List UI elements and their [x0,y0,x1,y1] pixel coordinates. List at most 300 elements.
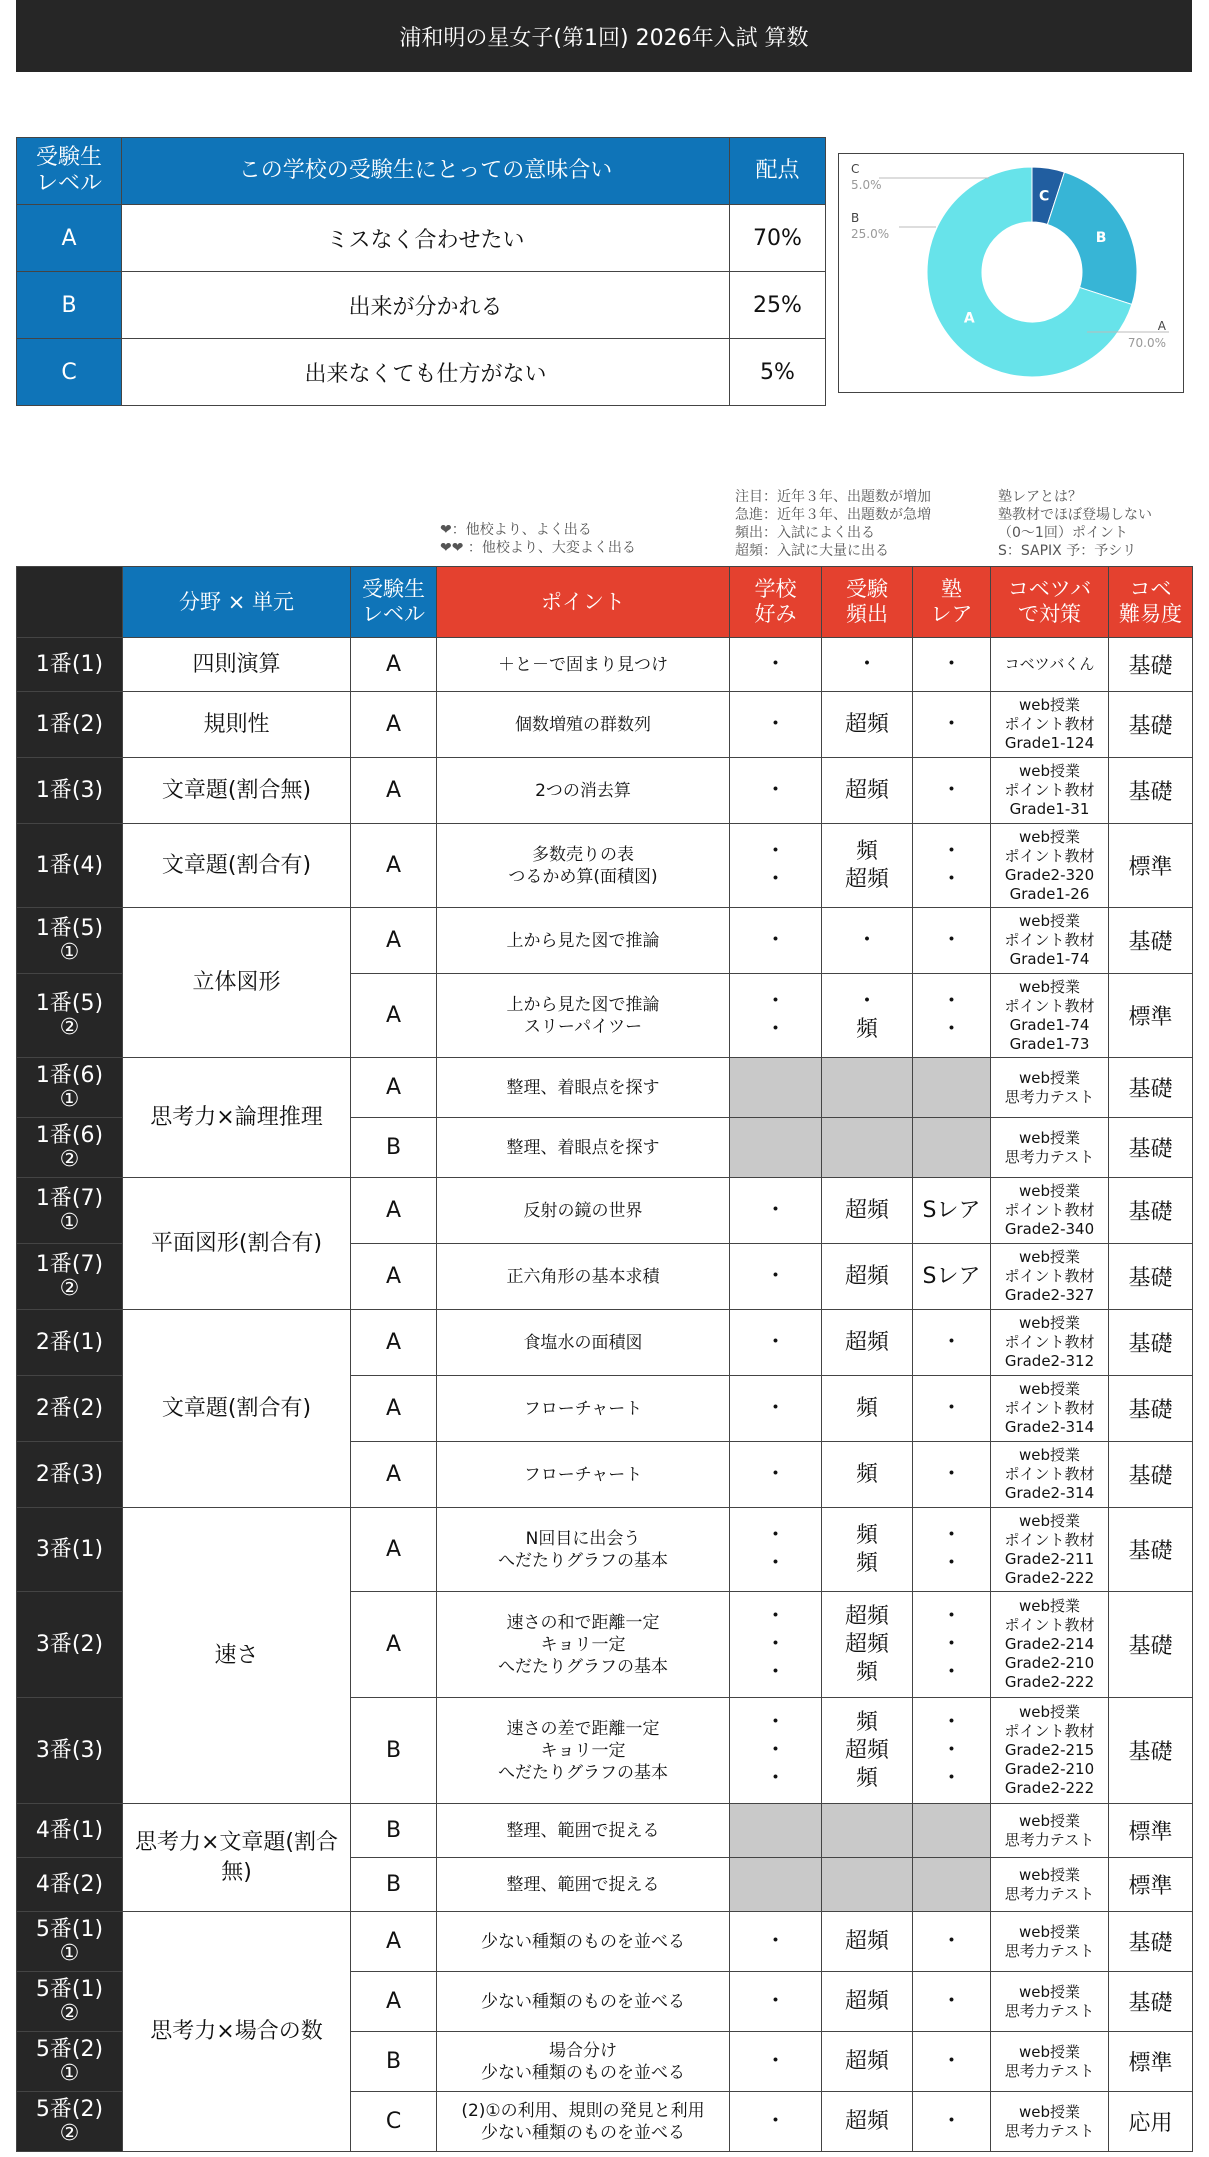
point-cell [437,1442,730,1508]
kobe-line: Grade2-314 [1004,1484,1095,1502]
freq-cell [822,758,913,824]
kobe-cell [991,1508,1109,1592]
question-number: 3番(2) [17,1592,123,1698]
school-mark: ・ [764,1709,787,1735]
kobe-cell [991,1376,1109,1442]
kobe-line: ポイント教材 [1004,1267,1095,1285]
school-mark: ・ [764,1395,787,1421]
freq-mark: 超頻 [844,2048,889,2074]
point-cell [437,1698,730,1804]
slice-label: B [1095,229,1107,246]
difficulty-cell: 基礎 [1109,1178,1193,1244]
point-line: 少ない種類のものを並べる [481,2062,685,2083]
question-row [17,1912,1193,1972]
field-cell: 文章題(割合有) [123,824,351,908]
kobe-line: コベツバくん [1004,655,1095,673]
freq-mark: 超頻 [844,1197,889,1223]
rare-cell [913,1442,991,1508]
level-cell: B [351,1804,437,1858]
level-cell: A [351,1310,437,1376]
field-cell: 四則演算 [123,638,351,692]
kobe-line: Grade1-31 [1009,800,1090,818]
point-line: つるかめ算(面積図) [508,866,658,887]
kobe-line: Grade2-327 [1004,1286,1095,1304]
rare-cell [913,1244,991,1310]
header-diff: コベ 難易度 [1109,567,1193,638]
difficulty-cell: 基礎 [1109,908,1193,974]
freq-cell [822,1804,913,1858]
freq-cell [822,1118,913,1178]
school-mark: ・ [764,1461,787,1487]
point-line: (2)①の利用、規則の発見と利用 [461,2100,705,2121]
callout-category: A [1157,319,1166,333]
question-number: 3番(1) [17,1508,123,1592]
kobe-line: 思考力テスト [1004,1941,1095,1960]
kobe-cell [991,1698,1109,1804]
field-cell: 思考力×論理推理 [123,1058,351,1178]
kobe-line: Grade2-320 [1004,865,1095,884]
point-line: スリーパイツー [523,1016,643,1037]
point-line: 上から見た図で推論 [506,930,660,951]
school-mark: ・ [764,1603,787,1629]
point-line: ＋と－で固まり見つけ [498,654,668,675]
kobe-cell [991,2092,1109,2152]
kobe-cell [991,974,1109,1058]
difficulty-cell: 基礎 [1109,1376,1193,1442]
donut-svg [839,154,1183,392]
rare-mark: ・ [940,988,963,1014]
kobe-line: ポイント教材 [1004,931,1095,949]
question-number: 2番(2) [17,1376,123,1442]
level-cell: A [351,1912,437,1972]
meaning-cell: 出来なくても仕方がない [122,339,730,406]
freq-mark: 超頻 [844,1329,889,1355]
point-line: フローチャート [523,1398,643,1419]
header-rare: 塾 レア [913,567,991,638]
question-number: 5番(1) ② [17,1972,123,2032]
slice-label: A [963,310,975,327]
rare-cell [913,1912,991,1972]
point-line: 速さの差で距離一定 [506,1718,660,1739]
question-row [17,824,1193,908]
kobe-cell [991,1912,1109,1972]
question-row [17,692,1193,758]
field-cell: 平面図形(割合有) [123,1178,351,1310]
point-line: 速さの和で距離一定 [506,1612,660,1633]
level-cell: B [351,1858,437,1912]
kobe-line: web授業 [1018,1865,1081,1884]
point-cell [437,1972,730,2032]
kobe-line: 思考力テスト [1004,1147,1095,1166]
school-mark: ・ [764,1737,787,1763]
question-row [17,758,1193,824]
kobe-line: 思考力テスト [1004,1087,1095,1106]
kobe-line: web授業 [1018,1982,1081,2001]
freq-cell [822,1858,913,1912]
kobe-cell [991,1592,1109,1698]
rare-cell [913,1178,991,1244]
question-number: 1番(3) [17,758,123,824]
kobe-cell [991,824,1109,908]
rare-mark: ・ [940,777,963,803]
school-mark: ・ [764,988,787,1014]
header-kobe: コベツバ で対策 [991,567,1109,638]
school-cell [730,638,822,692]
school-mark: ・ [764,2108,787,2134]
point-cell [437,908,730,974]
field-cell: 思考力×場合の数 [123,1912,351,2152]
header-school: 学校 好み [730,567,822,638]
school-mark: ・ [764,1659,787,1685]
page-title: 浦和明の星女子(第1回) 2026年入試 算数 [16,0,1192,72]
point-line: 少ない種類のものを並べる [481,1991,685,2012]
point-cell [437,1858,730,1912]
freq-mark: 頻 [855,1522,878,1548]
note-line: 急進：近年３年、出題数が急増 [735,507,931,523]
difficulty-cell: 基礎 [1109,1972,1193,2032]
kobe-line: ポイント教材 [1004,715,1095,733]
freq-cell [822,692,913,758]
kobe-line: Grade2-215 [1004,1741,1095,1759]
point-line: 食塩水の面積図 [523,1332,643,1353]
callout-value: 5.0% [851,178,882,192]
point-cell [437,974,730,1058]
rare-mark: ・ [940,2108,963,2134]
difficulty-cell: 基礎 [1109,1058,1193,1118]
point-line: 多数売りの表 [532,844,634,865]
kobe-cell [991,1118,1109,1178]
rare-cell [913,1058,991,1118]
header-point: ポイント [437,567,730,638]
difficulty-cell: 標準 [1109,974,1193,1058]
kobe-line: Grade2-211 [1004,1549,1095,1568]
kobe-line: web授業 [1018,1922,1081,1941]
freq-mark: 超頻 [844,1928,889,1954]
school-mark: ・ [764,1329,787,1355]
difficulty-cell: 基礎 [1109,758,1193,824]
school-cell [730,1442,822,1508]
freq-cell [822,2092,913,2152]
freq-mark: 超頻 [844,2108,889,2134]
rare-mark: Sレア [922,1263,981,1289]
point-cell [437,824,730,908]
freq-cell [822,1508,913,1592]
point-cell [437,1508,730,1592]
point-cell [437,1118,730,1178]
question-number: 1番(4) [17,824,123,908]
note-line: （0～1回）ポイント [998,525,1128,541]
kobe-line: Grade1-74 [1009,950,1090,968]
note-line: ❤：他校より、よく出る [440,522,592,538]
question-row [17,908,1193,974]
freq-mark: 超頻 [844,1603,889,1629]
point-line: 整理、着眼点を探す [506,1137,660,1158]
freq-cell [822,1244,913,1310]
freq-mark: 頻 [855,1659,878,1685]
freq-mark: 頻 [855,1461,878,1487]
difficulty-cell: 基礎 [1109,1310,1193,1376]
point-cell [437,2092,730,2152]
kobe-line: ポイント教材 [1004,996,1095,1015]
question-row [17,1058,1193,1118]
kobe-line: web授業 [1018,1314,1081,1332]
rare-mark: ・ [940,651,963,677]
question-number: 1番(6) ① [17,1058,123,1118]
difficulty-cell: 基礎 [1109,638,1193,692]
kobe-cell [991,908,1109,974]
kobe-line: web授業 [1018,1128,1081,1147]
rare-mark: ・ [940,1395,963,1421]
freq-cell [822,2032,913,2092]
level-cell: B [351,1698,437,1804]
level-cell: A [351,1058,437,1118]
question-row [17,1508,1193,1592]
freq-cell [822,1698,913,1804]
note-line: ❤❤ ：他校より、大変よく出る [440,540,636,556]
level-donut-chart [838,153,1184,393]
freq-cell [822,1442,913,1508]
meaning-cell: 出来が分かれる [122,272,730,339]
freq-cell [822,908,913,974]
level-cell: B [351,2032,437,2092]
point-line: 正六角形の基本求積 [506,1266,660,1287]
point-cell [437,1058,730,1118]
freq-mark: 頻 [855,1395,878,1421]
freq-cell [822,1912,913,1972]
school-mark: ・ [764,1522,787,1548]
question-number: 1番(7) ① [17,1178,123,1244]
slice-label: C [1038,188,1050,205]
school-mark: ・ [764,866,787,892]
question-number: 3番(3) [17,1698,123,1804]
points-cell: 5% [730,339,826,406]
kobe-line: web授業 [1018,1248,1081,1266]
kobe-line: web授業 [1018,1811,1081,1830]
difficulty-cell: 基礎 [1109,692,1193,758]
kobe-line: web授業 [1018,696,1081,714]
freq-cell [822,974,913,1058]
freq-cell [822,1376,913,1442]
point-cell [437,1592,730,1698]
school-cell [730,1592,822,1698]
rare-cell [913,638,991,692]
kobe-line: Grade2-222 [1004,1568,1095,1587]
callout-value: 25.0% [851,227,890,241]
school-mark: ・ [764,711,787,737]
rare-notes [998,488,1152,560]
kobe-line: web授業 [1018,912,1081,930]
kobe-line: Grade2-210 [1004,1760,1095,1778]
question-number: 1番(6) ② [17,1118,123,1178]
point-line: 整理、範囲で捉える [506,1874,660,1895]
point-line: 個数増殖の群数列 [515,714,651,735]
callout-category: B [851,211,860,225]
question-number: 2番(3) [17,1442,123,1508]
rare-mark: Sレア [922,1197,981,1223]
freq-mark: ・ [855,988,878,1014]
rare-cell [913,758,991,824]
freq-mark: 超頻 [844,1988,889,2014]
school-mark: ・ [764,651,787,677]
freq-cell [822,1592,913,1698]
meaning-cell: ミスなく合わせたい [122,205,730,272]
point-cell [437,1912,730,1972]
point-line: キョリ一定 [540,1740,626,1761]
kobe-line: Grade2-314 [1004,1418,1095,1436]
question-number: 5番(1) ① [17,1912,123,1972]
field-cell: 速さ [123,1508,351,1804]
kobe-line: ポイント教材 [1004,1201,1095,1219]
school-cell [730,824,822,908]
kobe-line: Grade2-210 [1004,1654,1095,1672]
point-cell [437,2032,730,2092]
kobe-line: web授業 [1018,977,1081,996]
question-number: 4番(2) [17,1858,123,1912]
difficulty-cell: 標準 [1109,1804,1193,1858]
point-cell [437,692,730,758]
callout-value: 70.0% [1127,336,1166,350]
school-cell [730,1310,822,1376]
field-cell: 思考力×文章題(割合無) [123,1804,351,1912]
school-cell [730,1178,822,1244]
rare-cell [913,908,991,974]
field-cell: 規則性 [123,692,351,758]
rare-mark: ・ [940,1928,963,1954]
freq-mark: 頻 [855,1016,878,1042]
heart-notes [440,521,636,557]
kobe-line: web授業 [1018,2102,1081,2121]
donut-slice-B [1047,172,1137,304]
kobe-cell [991,1244,1109,1310]
question-row [17,1804,1193,1858]
point-line: フローチャート [523,1464,643,1485]
kobe-line: ポイント教材 [1004,1530,1095,1549]
point-cell [437,1310,730,1376]
kobe-line: 思考力テスト [1004,2001,1095,2020]
kobe-cell [991,1804,1109,1858]
level-cell: A [351,908,437,974]
school-cell [730,1698,822,1804]
level-table-header: 受験生 レベル [17,138,122,205]
school-mark: ・ [764,927,787,953]
note-line: 塾レアとは？ [998,489,1082,505]
school-cell [730,1508,822,1592]
point-line: へだたりグラフの基本 [498,1656,668,1677]
callout-category: C [851,162,860,176]
point-cell [437,1244,730,1310]
kobe-cell [991,758,1109,824]
freq-cell [822,1310,913,1376]
rare-cell [913,824,991,908]
level-cell: A [351,1972,437,2032]
kobe-cell [991,638,1109,692]
rare-mark: ・ [940,1550,963,1576]
freq-mark: 超頻 [844,777,889,803]
rare-cell [913,1118,991,1178]
kobe-line: web授業 [1018,2042,1081,2061]
difficulty-cell: 基礎 [1109,1442,1193,1508]
point-cell [437,1376,730,1442]
kobe-line: Grade2-340 [1004,1220,1095,1238]
point-line: へだたりグラフの基本 [498,1762,668,1783]
question-number: 1番(5) ② [17,974,123,1058]
point-line: 2つの消去算 [535,780,631,801]
school-cell [730,1912,822,1972]
freq-cell [822,1178,913,1244]
rare-mark: ・ [940,1631,963,1657]
school-cell [730,2092,822,2152]
kobe-line: ポイント教材 [1004,781,1095,799]
rare-mark: ・ [940,838,963,864]
difficulty-cell: 基礎 [1109,1244,1193,1310]
school-cell [730,692,822,758]
field-cell: 文章題(割合有) [123,1310,351,1508]
kobe-line: ポイント教材 [1004,1333,1095,1351]
freq-cell [822,638,913,692]
rare-cell [913,2032,991,2092]
rare-mark: ・ [940,866,963,892]
rare-cell [913,974,991,1058]
rare-cell [913,1592,991,1698]
level-table-row [17,205,826,272]
level-cell: A [351,758,437,824]
question-number: 2番(1) [17,1310,123,1376]
kobe-line: Grade1-73 [1009,1034,1090,1053]
point-line: 少ない種類のものを並べる [481,1931,685,1952]
kobe-line: web授業 [1018,1597,1081,1615]
school-mark: ・ [764,777,787,803]
freq-mark: 超頻 [844,1263,889,1289]
difficulty-cell: 基礎 [1109,1912,1193,1972]
level-cell: A [351,1592,437,1698]
kobe-line: Grade2-222 [1004,1779,1095,1797]
school-cell [730,1858,822,1912]
point-cell [437,1804,730,1858]
level-cell: C [351,2092,437,2152]
kobe-line: web授業 [1018,1068,1081,1087]
freq-cell [822,1058,913,1118]
freq-mark: 頻 [855,1765,878,1791]
note-line: 注目：近年３年、出題数が増加 [735,489,931,505]
kobe-line: Grade1-124 [1004,734,1095,752]
rare-cell [913,1972,991,2032]
difficulty-cell: 標準 [1109,824,1193,908]
level-cell: A [351,638,437,692]
question-number: 1番(1) [17,638,123,692]
note-line: 塾教材でほぼ登場しない [998,507,1152,523]
level-cell: A [351,1376,437,1442]
point-line: 少ない種類のものを並べる [481,2122,685,2143]
kobe-line: ポイント教材 [1004,1722,1095,1740]
kobe-cell [991,1178,1109,1244]
rare-cell [913,1508,991,1592]
kobe-line: Grade2-312 [1004,1352,1095,1370]
rare-mark: ・ [940,1461,963,1487]
kobe-line: Grade2-222 [1004,1673,1095,1691]
frequency-notes [735,488,931,560]
question-number: 1番(7) ② [17,1244,123,1310]
rare-cell [913,1804,991,1858]
difficulty-cell: 標準 [1109,1858,1193,1912]
kobe-line: 思考力テスト [1004,2061,1095,2080]
kobe-line: web授業 [1018,1703,1081,1721]
note-line: S：SAPIX 予：予シリ [998,543,1137,559]
school-cell [730,2032,822,2092]
kobe-line: 思考力テスト [1004,2121,1095,2140]
kobe-cell [991,1058,1109,1118]
question-row [17,1310,1193,1376]
kobe-line: Grade1-74 [1009,1015,1090,1034]
